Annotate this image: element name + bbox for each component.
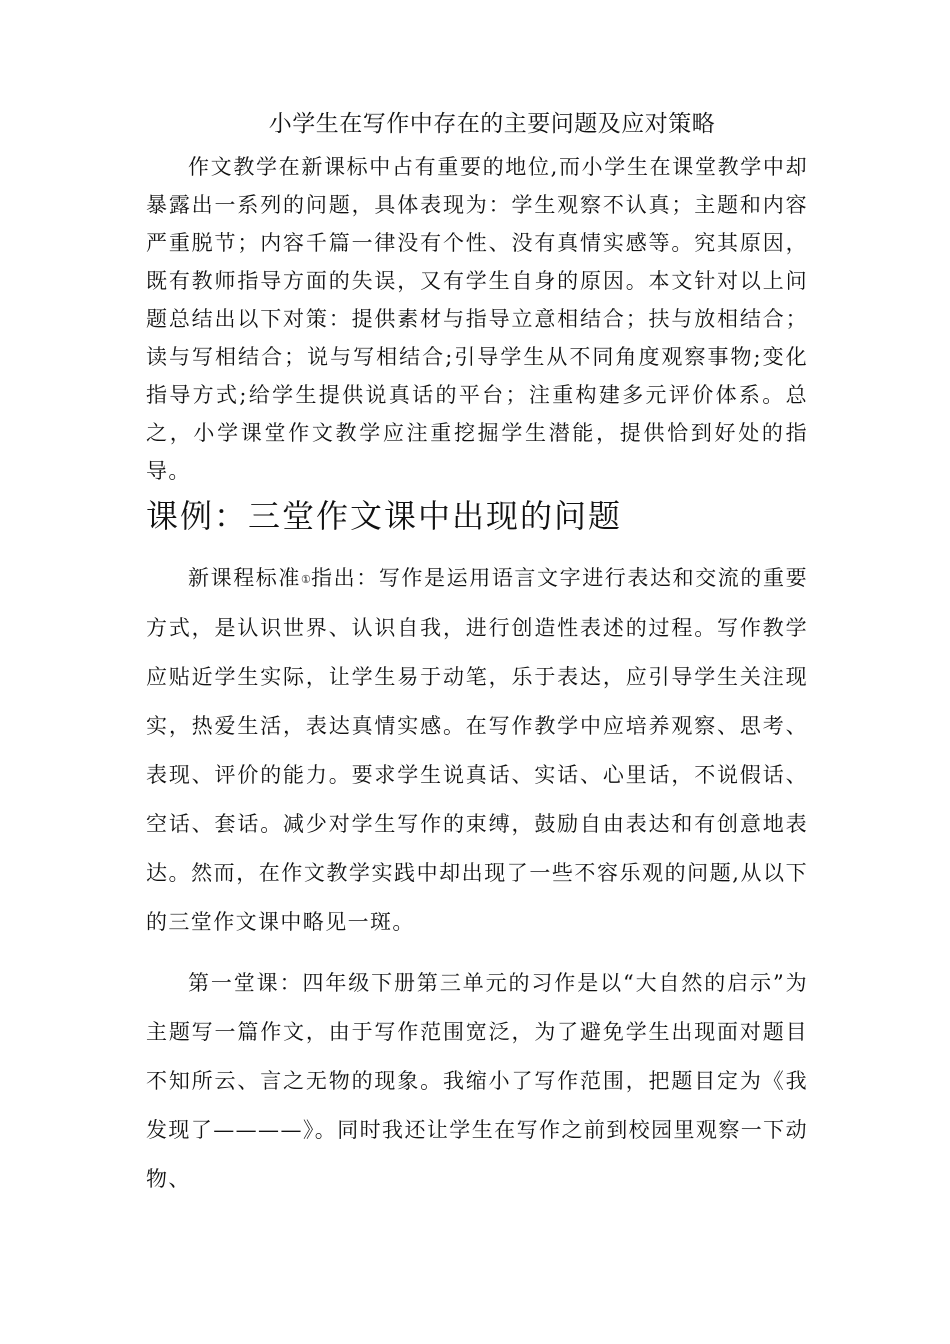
abstract-paragraph: 作文教学在新课标中占有重要的地位,而小学生在课堂教学中却暴露出一系列的问题，具体表现为：学生观察不认真；主题和内容严重脱节；内容千篇一律没有个性、没有真情实感等。究其原因，既有教师指导方面的失误，又有学生自身的原因。本文针对以上问题总结出以下对策：提供素材与指导立意相结合；扶与放相结合；读与写相结合；说与写相结合;引导学生从不同角度观察事物;变化指导方式;给学生提供说真话的平台；注重构建多元评价体系。总之，小学课堂作文教学应注重挖掘学生潜能，提供恰到好处的指导。 — [146, 155, 808, 483]
footnote-marker: ① — [300, 573, 312, 586]
document-page — [146, 100, 808, 1204]
paragraph-body: 指出：写作是运用语言文字进行表达和交流的重要方式，是认识世界、认识自我，进行创造性表述的过程。写作教学应贴近学生实际，让学生易于动笔，乐于表达，应引导学生关注现实，热爱生活，表达真情实感。在写作教学中应培养观察、思考、表现、评价的能力。要求学生说真话、实话、心里话，不说假话、空话、套话。减少对学生写作的束缚，鼓励自由表达和有创意地表达。然而，在作文教学实践中却出现了一些不容乐观的问题,从以下的三堂作文课中略见一斑。 — [146, 566, 808, 934]
body-paragraph-standard — [146, 554, 808, 947]
section-heading: 课例：三堂作文课中出现的问题 — [146, 497, 623, 535]
paragraph-lead: 新课程标准 — [188, 566, 301, 590]
body-paragraph-first-lesson: 第一堂课：四年级下册第三单元的习作是以“大自然的启示”为主题写一篇作文，由于写作范围宽泛，为了避免学生出现面对题目不知所云、言之无物的现象。我缩小了写作范围，把题目定为《我发现了————》。同时我还让学生在写作之前到校园里观察一下动物、 — [146, 971, 808, 1191]
document-title: 小学生在写作中存在的主要问题及应对策略 — [268, 111, 716, 137]
